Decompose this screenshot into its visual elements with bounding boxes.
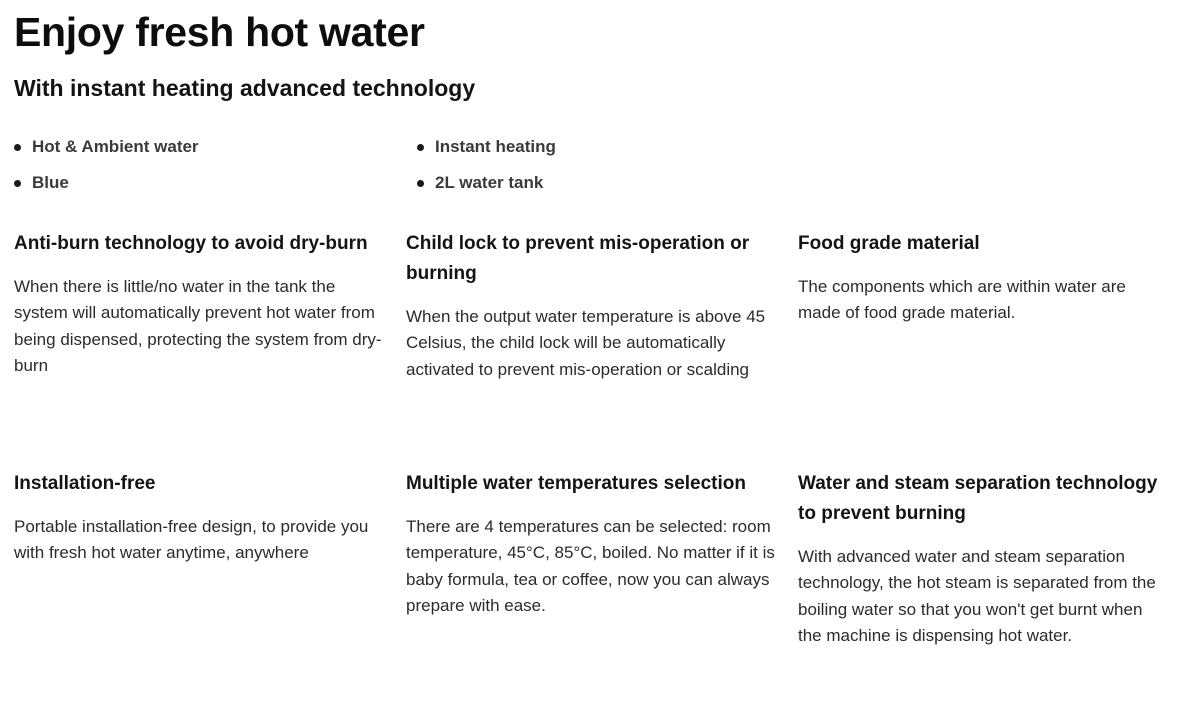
bullet-dot-icon [417,144,424,151]
feature-title: Water and steam separation technology to prevent burning [798,473,1158,524]
feature-temperatures [406,469,778,619]
feature-description: The components which are within water are made of food grade material. [798,277,1126,323]
feature-steam-separation [798,469,1170,649]
feature-anti-burn [14,229,386,379]
feature-title: Multiple water temperatures selection [406,473,746,494]
highlight-label: Instant heating [435,137,556,156]
highlight-item [417,137,556,157]
highlight-item [14,173,69,193]
feature-description: There are 4 temperatures can be selected: room temperature, 45°C, 85°C, boiled. No matter if it is baby formula, tea or coffee, now you can always prepare with ease. [406,517,775,615]
feature-title: Child lock to prevent mis-operation or burning [406,233,750,284]
highlights-list [14,134,814,204]
page-title: Enjoy fresh hot water [14,9,425,55]
feature-description: When there is little/no water in the tank the system will automatically prevent hot water from being dispensed, protecting the system from dry-burn [14,277,382,375]
feature-title: Anti-burn technology to avoid dry-burn [14,233,368,254]
feature-description: Portable installation-free design, to provide you with fresh hot water anytime, anywhere [14,517,369,563]
highlight-label: 2L water tank [435,173,544,192]
feature-description: When the output water temperature is above 45 Celsius, the child lock will be automatically activated to prevent mis-operation or scalding [406,307,766,379]
bullet-dot-icon [417,180,424,187]
highlight-label: Hot & Ambient water [32,137,199,156]
page-subtitle: With instant heating advanced technology [14,75,476,101]
highlight-label: Blue [32,173,69,192]
highlight-item [417,173,543,193]
bullet-dot-icon [14,180,21,187]
feature-title: Food grade material [798,233,980,254]
bullet-dot-icon [14,144,21,151]
feature-child-lock [406,229,778,383]
highlight-item [14,137,199,157]
feature-installation-free [14,469,386,567]
feature-description: With advanced water and steam separation technology, the hot steam is separated from the boiling water so that you won't get burnt when the machine is dispensing hot water. [798,547,1156,645]
feature-food-grade [798,229,1170,327]
feature-title: Installation-free [14,473,156,494]
